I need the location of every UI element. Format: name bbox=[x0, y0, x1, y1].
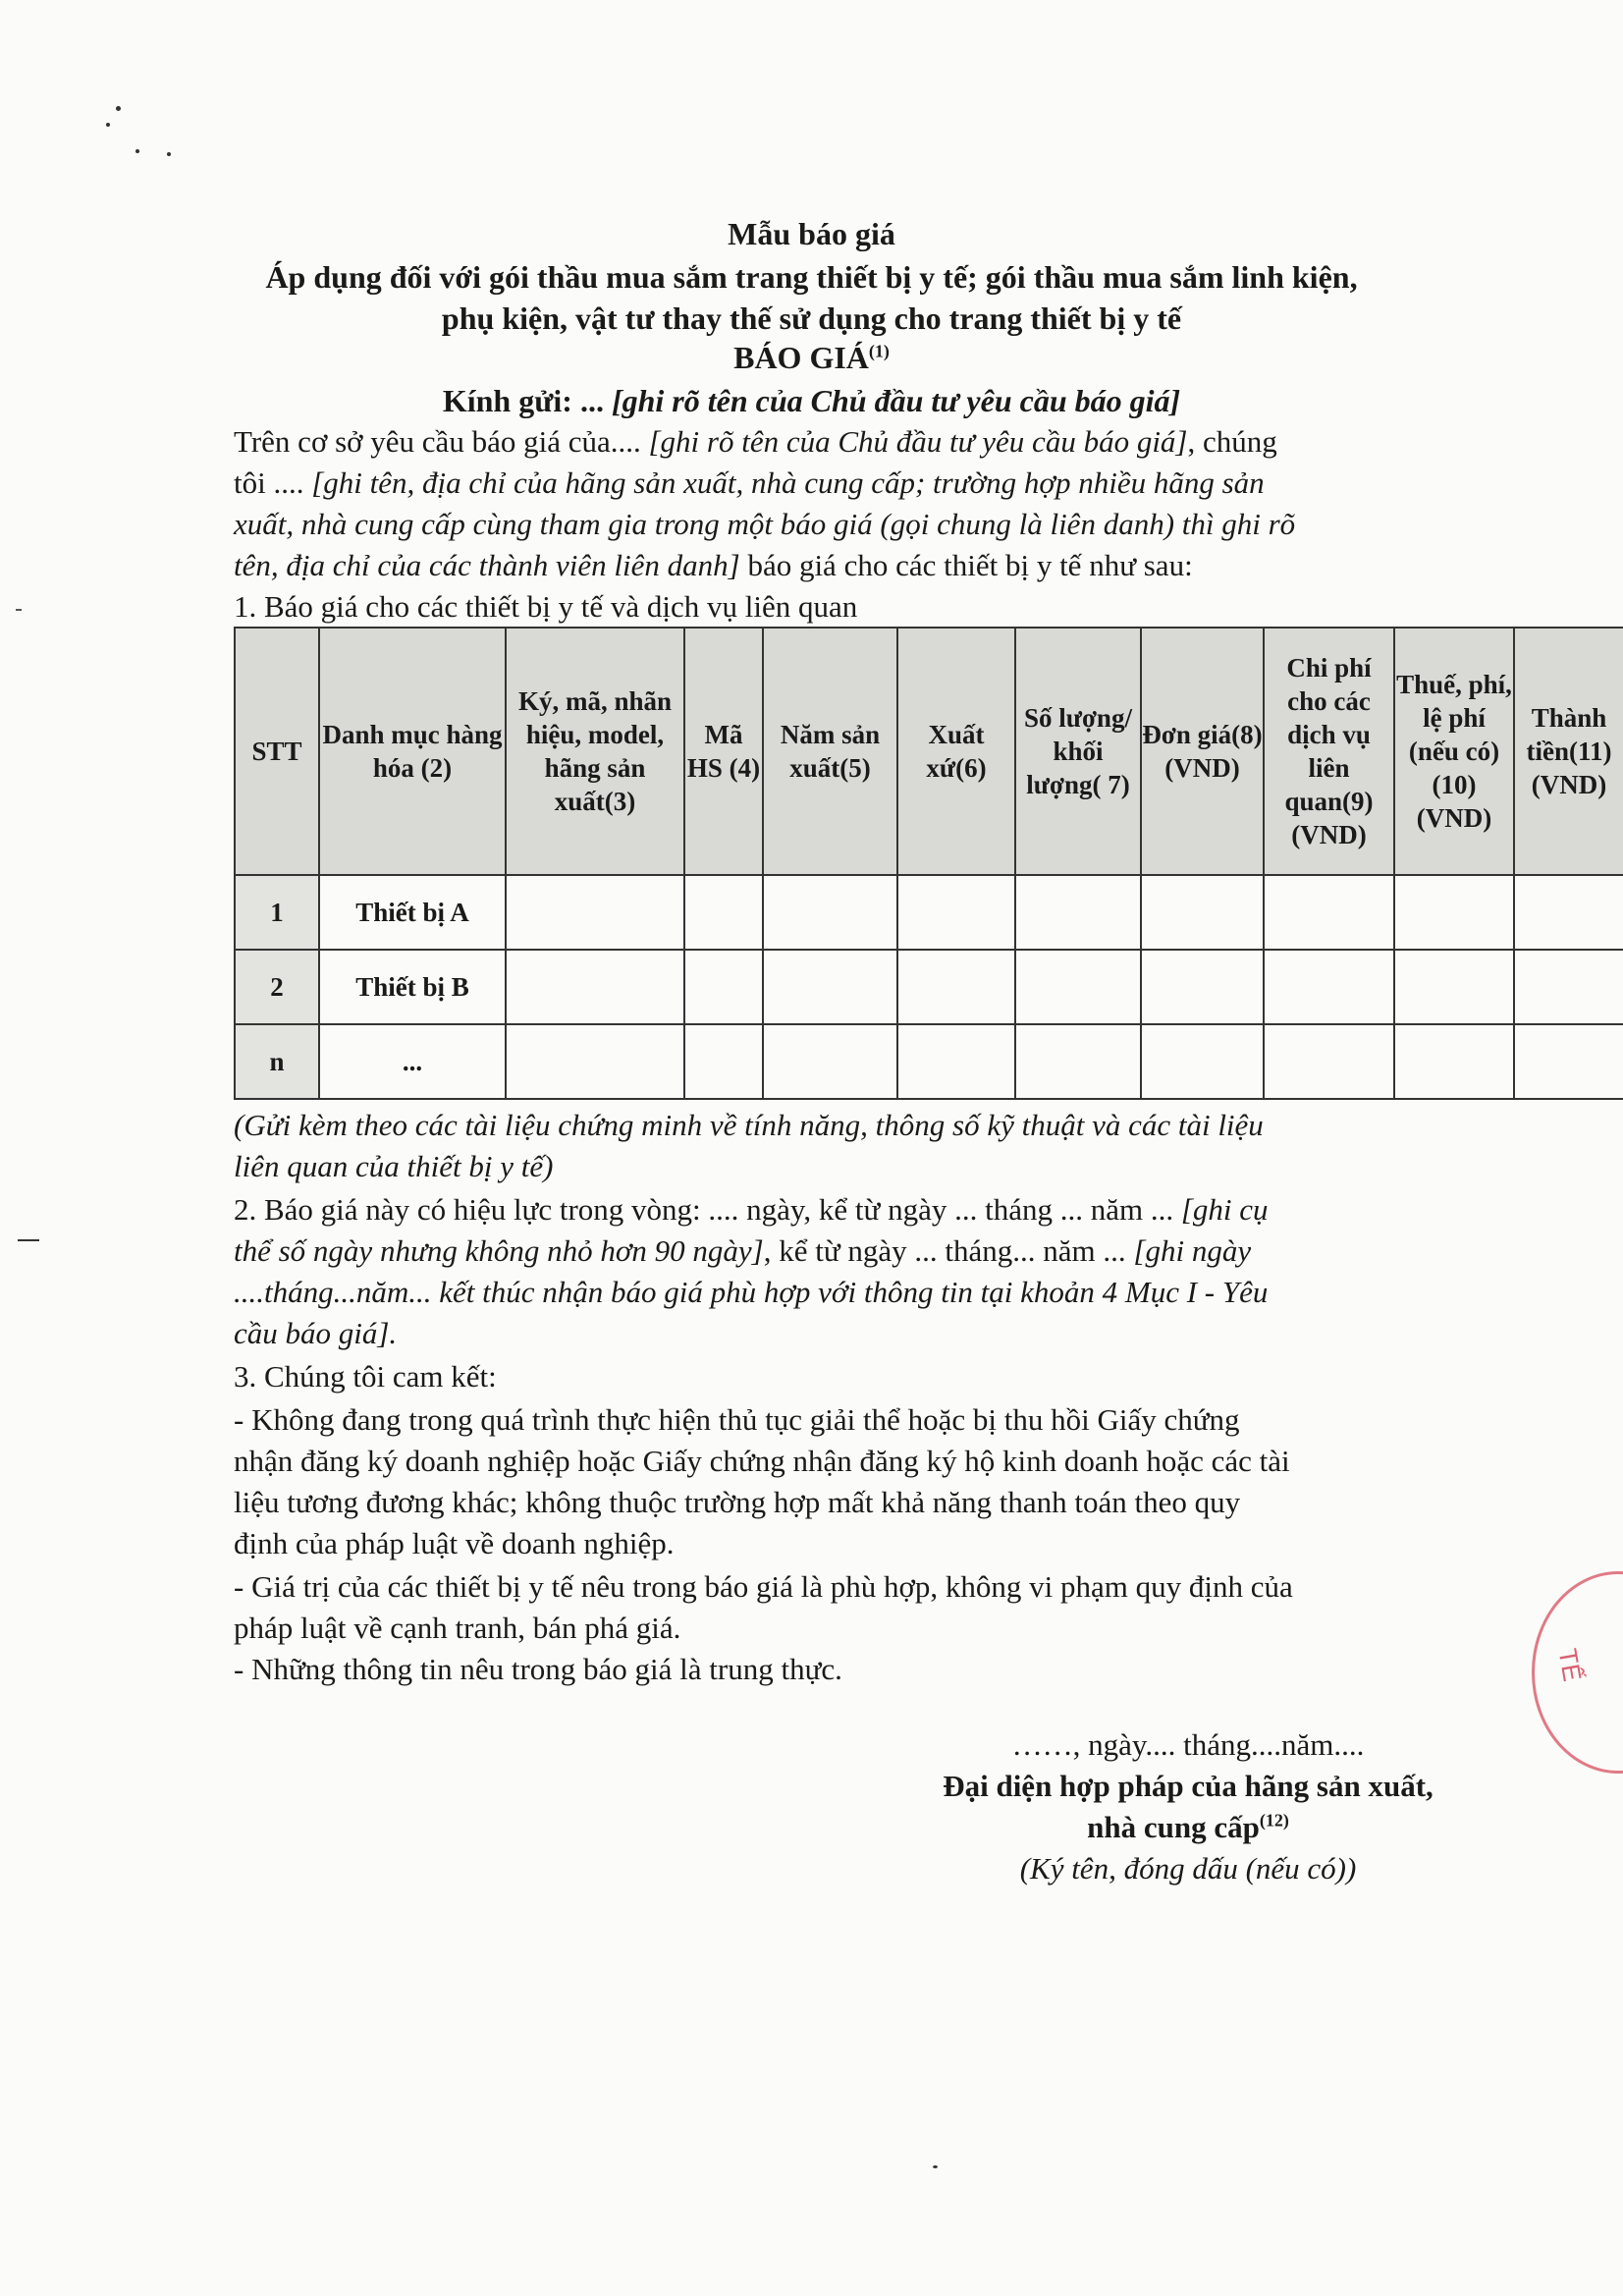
empty-cell bbox=[1015, 1024, 1141, 1099]
scan-mark bbox=[16, 609, 22, 611]
column-header-stt: STT bbox=[235, 628, 319, 875]
row-item: Thiết bị B bbox=[319, 950, 506, 1024]
attachment-note-line-2 bbox=[234, 1145, 553, 1187]
column-header-service-cost: Chi phí cho các dịch vụ liên quan(9) (VND) bbox=[1264, 628, 1394, 875]
representative-footnote: (12) bbox=[1259, 1810, 1289, 1831]
column-header-total: Thành tiền(11) (VND) bbox=[1514, 628, 1623, 875]
column-header-model: Ký, mã, nhãn hiệu, model, hãng sản xuất(3) bbox=[506, 628, 684, 875]
table-header-row bbox=[235, 628, 1623, 875]
empty-cell bbox=[684, 950, 763, 1024]
empty-cell bbox=[1264, 1024, 1394, 1099]
column-header-year: Năm sản xuất(5) bbox=[763, 628, 897, 875]
commitment-1-line-2: nhận đăng ký doanh nghiệp hoặc Giấy chứng nhận đăng ký hộ kinh doanh hoặc các tài bbox=[234, 1444, 1290, 1478]
intro-line-1 bbox=[234, 420, 1277, 463]
intro-text: Trên cơ sở yêu cầu báo giá của.... bbox=[234, 424, 641, 459]
column-header-hs-code: Mã HS (4) bbox=[684, 628, 763, 875]
column-header-item: Danh mục hàng hóa (2) bbox=[319, 628, 506, 875]
validity-hint: [ghi ngày bbox=[1125, 1233, 1252, 1268]
column-header-unit-price: Đơn giá(8) (VND) bbox=[1141, 628, 1264, 875]
empty-cell bbox=[1264, 875, 1394, 950]
commitment-2-line-2: pháp luật về cạnh tranh, bán phá giá. bbox=[234, 1611, 681, 1645]
document-title-text: BÁO GIÁ bbox=[733, 340, 869, 375]
attachment-note-line-1 bbox=[234, 1104, 1264, 1146]
intro-line-3 bbox=[234, 503, 1295, 545]
section-2-line-2 bbox=[234, 1230, 1251, 1272]
intro-hint: tên, địa chỉ của các thành viên liên danh] bbox=[234, 548, 740, 582]
empty-cell bbox=[763, 1024, 897, 1099]
row-item: Thiết bị A bbox=[319, 875, 506, 950]
row-item: ... bbox=[319, 1024, 506, 1099]
empty-cell bbox=[1264, 950, 1394, 1024]
empty-cell bbox=[506, 875, 684, 950]
section-1-heading: 1. Báo giá cho các thiết bị y tế và dịch vụ liên quan bbox=[234, 589, 858, 624]
document-title-footnote: (1) bbox=[868, 341, 890, 361]
empty-cell bbox=[506, 950, 684, 1024]
empty-cell bbox=[684, 875, 763, 950]
document-title bbox=[0, 338, 1623, 377]
signature-date-line: ……, ngày.... tháng....năm.... bbox=[1011, 1727, 1365, 1762]
validity-text: 2. Báo giá này có hiệu lực trong vòng: .... ngày, kể từ ngày ... tháng ... năm ... bbox=[234, 1192, 1174, 1227]
commitment-3: - Những thông tin nêu trong báo giá là trung thực. bbox=[234, 1652, 842, 1686]
intro-line-4 bbox=[234, 544, 1193, 586]
empty-cell bbox=[897, 875, 1015, 950]
empty-cell bbox=[1141, 1024, 1264, 1099]
column-header-tax: Thuế, phí, lệ phí (nếu có)(10) (VND) bbox=[1394, 628, 1514, 875]
commitment-1-line-4: định của pháp luật về doanh nghiệp. bbox=[234, 1526, 675, 1560]
scan-mark bbox=[18, 1239, 39, 1241]
signature-hint-text: (Ký tên, đóng dấu (nếu có)) bbox=[1019, 1851, 1357, 1886]
empty-cell bbox=[763, 950, 897, 1024]
section-2-line-3 bbox=[234, 1271, 1268, 1313]
representative-line-2 bbox=[884, 1807, 1492, 1848]
empty-cell bbox=[763, 875, 897, 950]
row-stt: 2 bbox=[235, 950, 319, 1024]
empty-cell bbox=[1141, 875, 1264, 950]
intro-text: tôi .... bbox=[234, 465, 304, 500]
intro-hint: xuất, nhà cung cấp cùng tham gia trong một báo giá (gọi chung là liên danh) thì ghi rõ bbox=[234, 507, 1296, 541]
scan-speck bbox=[135, 149, 139, 153]
empty-cell bbox=[1015, 875, 1141, 950]
empty-cell bbox=[1514, 950, 1623, 1024]
commitment-1-line-1: - Không đang trong quá trình thực hiện thủ tục giải thể hoặc bị thu hồi Giấy chứng bbox=[234, 1402, 1240, 1437]
empty-cell bbox=[1015, 950, 1141, 1024]
empty-cell bbox=[1514, 875, 1623, 950]
scan-speck bbox=[116, 106, 121, 111]
quotation-table bbox=[234, 627, 1623, 1100]
validity-hint: ....tháng...năm... kết thúc nhận báo giá phù hợp với thông tin tại khoản 4 Mục I - Yêu bbox=[234, 1275, 1269, 1309]
table-row bbox=[235, 875, 1623, 950]
empty-cell bbox=[897, 950, 1015, 1024]
empty-cell bbox=[1394, 1024, 1514, 1099]
intro-text: , chúng bbox=[1187, 424, 1277, 459]
intro-line-2 bbox=[234, 462, 1265, 504]
attachment-note-text: (Gửi kèm theo các tài liệu chứng minh về tính năng, thông số kỹ thuật và các tài liệu bbox=[234, 1108, 1264, 1142]
section-2-line-4 bbox=[234, 1312, 397, 1354]
commitment-2-line-1: - Giá trị của các thiết bị y tế nêu trong báo giá là phù hợp, không vi phạm quy định của bbox=[234, 1569, 1293, 1604]
form-title: Mẫu báo giá bbox=[728, 216, 895, 251]
scan-speck bbox=[106, 123, 110, 127]
representative-line-1: Đại diện hợp pháp của hãng sản xuất, bbox=[943, 1769, 1434, 1803]
intro-text: báo giá cho các thiết bị y tế như sau: bbox=[739, 548, 1193, 582]
empty-cell bbox=[1394, 950, 1514, 1024]
intro-hint: [ghi tên, địa chỉ của hãng sản xuất, nhà cung cấp; trường hợp nhiều hãng sản bbox=[311, 465, 1265, 500]
empty-cell bbox=[1514, 1024, 1623, 1099]
validity-hint: cầu báo giá]. bbox=[234, 1316, 398, 1350]
empty-cell bbox=[897, 1024, 1015, 1099]
validity-hint: [ghi cụ bbox=[1173, 1192, 1269, 1227]
table-row bbox=[235, 950, 1623, 1024]
scan-speck bbox=[933, 2165, 938, 2168]
addressee-prefix: Kính gửi: ... bbox=[442, 383, 604, 418]
column-header-origin: Xuất xứ(6) bbox=[897, 628, 1015, 875]
scan-speck bbox=[167, 152, 171, 156]
scope-line-1: Áp dụng đối với gói thầu mua sắm trang thiết bị y tế; gói thầu mua sắm linh kiện, bbox=[265, 259, 1358, 295]
stamp-fragment-text: TẾ bbox=[1552, 1646, 1588, 1684]
empty-cell bbox=[684, 1024, 763, 1099]
table-row bbox=[235, 1024, 1623, 1099]
representative-text: nhà cung cấp bbox=[1087, 1810, 1260, 1844]
attachment-note-text: liên quan của thiết bị y tế) bbox=[234, 1149, 554, 1183]
scope-line-2: phụ kiện, vật tư thay thế sử dụng cho trang thiết bị y tế bbox=[441, 301, 1182, 336]
column-header-quantity: Số lượng/ khối lượng( 7) bbox=[1015, 628, 1141, 875]
row-stt: 1 bbox=[235, 875, 319, 950]
validity-text: , kể từ ngày ... tháng... năm ... bbox=[763, 1233, 1126, 1268]
signature-hint bbox=[884, 1848, 1492, 1889]
row-stt: n bbox=[235, 1024, 319, 1099]
section-3-heading: 3. Chúng tôi cam kết: bbox=[234, 1359, 497, 1394]
section-2-line-1 bbox=[234, 1188, 1269, 1230]
empty-cell bbox=[1394, 875, 1514, 950]
commitment-1-line-3: liệu tương đương khác; không thuộc trường hợp mất khả năng thanh toán theo quy bbox=[234, 1485, 1241, 1519]
validity-hint: thể số ngày nhưng không nhỏ hơn 90 ngày] bbox=[234, 1233, 764, 1268]
intro-hint: [ghi rõ tên của Chủ đầu tư yêu cầu báo giá] bbox=[648, 424, 1188, 459]
addressee-line bbox=[0, 381, 1623, 420]
empty-cell bbox=[506, 1024, 684, 1099]
empty-cell bbox=[1141, 950, 1264, 1024]
addressee-hint: [ghi rõ tên của Chủ đầu tư yêu cầu báo giá] bbox=[611, 383, 1181, 418]
